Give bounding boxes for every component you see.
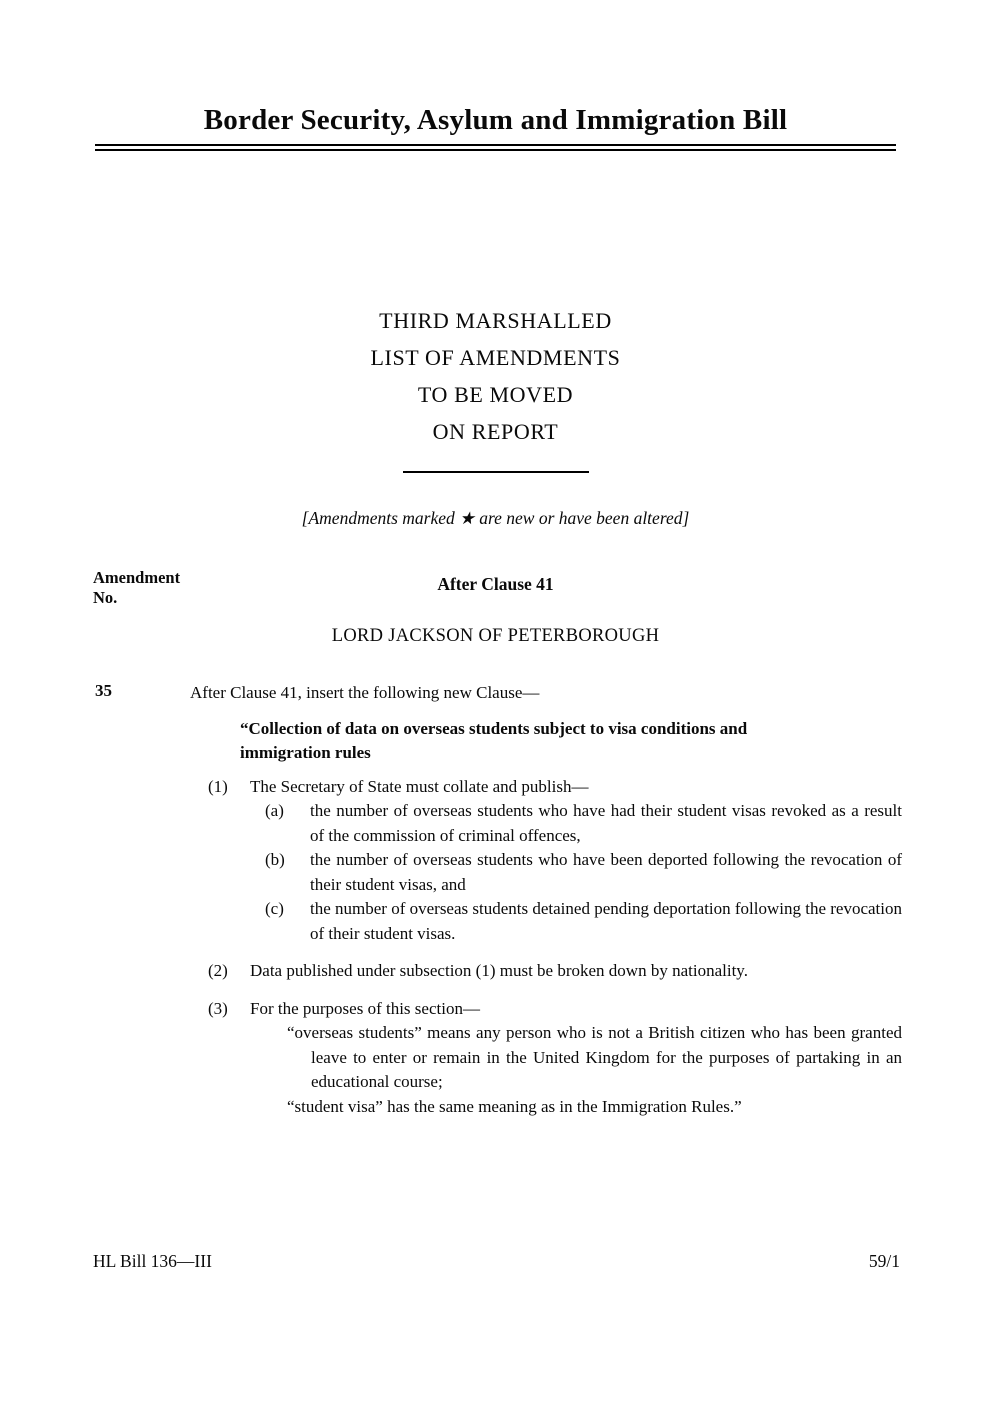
item-text: the number of overseas students detained pending deportation following the revocation of their student visas. xyxy=(310,899,903,943)
new-clause-title: “Collection of data on overseas students subject to visa conditions and immigration rules xyxy=(240,718,748,762)
subsection-text: For the purposes of this section— xyxy=(250,998,480,1018)
definition-overseas-students: “overseas students” means any person who is not a British citizen who has been granted leave to enter or remain in the United Kingdom for the purposes of partaking in an educational course; xyxy=(287,1023,902,1091)
amendment-number: 35 xyxy=(95,681,112,700)
bill-title: Border Security, Asylum and Immigration Bill xyxy=(203,104,788,136)
subsection-text: The Secretary of State must collate and publish— xyxy=(250,776,589,796)
subsection-number: (2) xyxy=(208,961,228,980)
bill-reference: HL Bill 136—III xyxy=(93,1251,212,1271)
section-heading: After Clause 41 xyxy=(437,574,554,594)
subsection-number: (3) xyxy=(208,998,228,1018)
list-item-c xyxy=(265,897,903,946)
item-number: (b) xyxy=(265,850,285,869)
item-text: the number of overseas students who have been deported following the revocation of their student visas, and xyxy=(310,850,902,894)
definition-student-visa: “student visa” has the same meaning as in the Immigration Rules.” xyxy=(287,1096,742,1116)
front-heading-line: ON REPORT xyxy=(432,419,559,444)
item-text: the number of overseas students who have had their student visas revoked as a result of the commission of criminal offences, xyxy=(310,801,902,845)
item-number: (a) xyxy=(265,801,284,820)
front-heading-line: THIRD MARSHALLED xyxy=(379,308,612,333)
subsection-2 xyxy=(208,959,902,984)
page-reference: 59/1 xyxy=(868,1251,900,1271)
list-item-b xyxy=(265,848,902,897)
amendment-body xyxy=(190,681,902,1119)
title-double-rule xyxy=(95,144,896,151)
item-number: (c) xyxy=(265,899,284,918)
subsection-number: (1) xyxy=(208,776,228,796)
list-item-a xyxy=(265,799,902,848)
marker-note: [Amendments marked ★ are new or have been altered] xyxy=(301,508,690,528)
amendment-instruction: After Clause 41, insert the following new Clause— xyxy=(190,683,540,702)
front-headings xyxy=(0,302,991,450)
mover-name: LORD JACKSON OF PETERBOROUGH xyxy=(331,626,660,646)
front-heading-line: TO BE MOVED xyxy=(417,382,574,407)
subsection-1 xyxy=(208,775,903,947)
front-heading-line: LIST OF AMENDMENTS xyxy=(370,345,621,370)
subsection-text: Data published under subsection (1) must be broken down by nationality. xyxy=(250,961,748,980)
amendment-number-column-label: Amendment No. xyxy=(93,568,181,607)
separator-rule xyxy=(403,471,589,473)
subsection-3 xyxy=(208,997,902,1120)
subsection-items xyxy=(250,799,902,946)
definitions xyxy=(287,1021,902,1119)
